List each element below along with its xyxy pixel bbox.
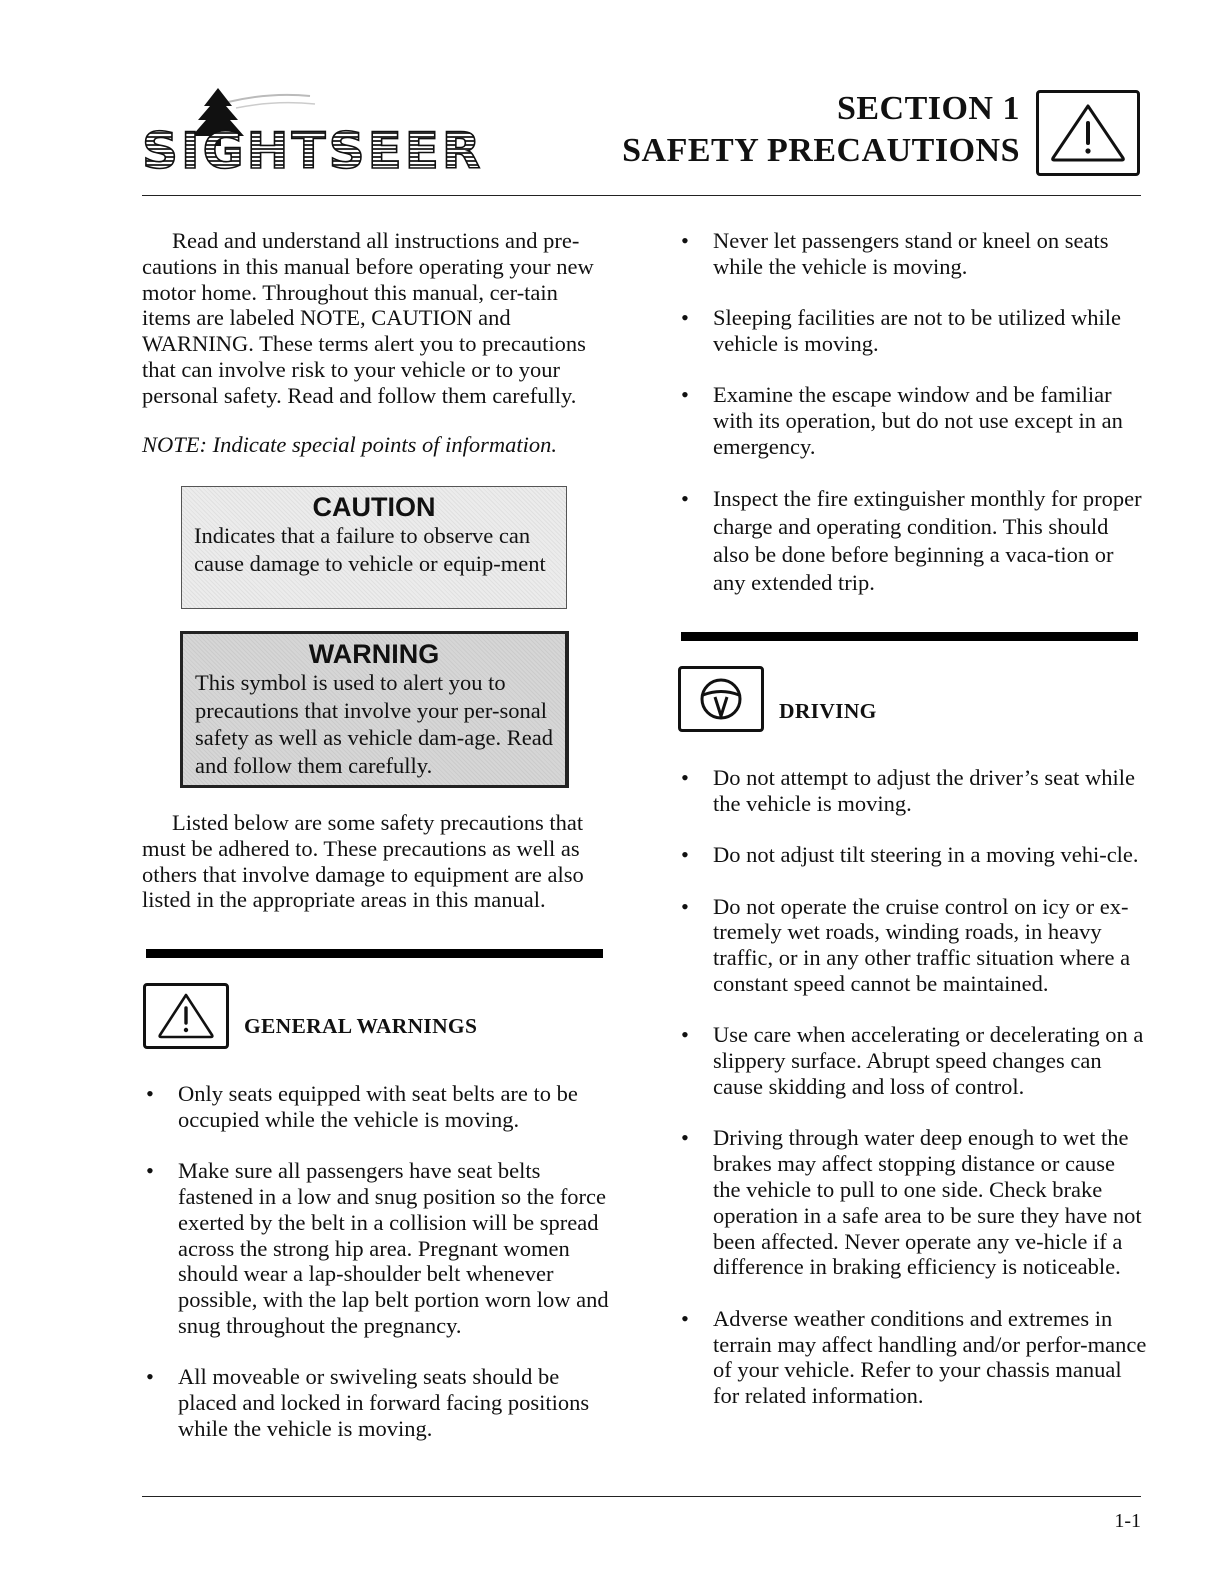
driving-icon-box bbox=[678, 666, 764, 732]
footer-divider bbox=[142, 1496, 1141, 1497]
list-item-text: Never let passengers stand or kneel on seats while the vehicle is moving. bbox=[713, 228, 1109, 279]
caution-title: CAUTION bbox=[312, 492, 436, 522]
list-item-text: Examine the escape window and be familiar with its operation, but do not use except in an emergency. bbox=[713, 382, 1123, 459]
list-item-text: Adverse weather conditions and extremes in terrain may affect handling and/or perfor-mance of your vehicle. Refer to your chassis manual for related information. bbox=[713, 1305, 1147, 1409]
bullet-icon bbox=[146, 1364, 154, 1390]
caution-box bbox=[181, 486, 567, 609]
list-item bbox=[678, 485, 1148, 597]
sightseer-logo bbox=[140, 84, 580, 184]
list-item-text: Make sure all passengers have seat belts fastened in a low and snug position so the force exerted by the belt in a collision will be spread across the strong hip area. Pregnant women should wear a lap-shoulder belt whenever possible, with the lap belt portion worn low and snug throughout the pregnancy. bbox=[178, 1158, 609, 1338]
brand-wordmark: SIGHTSEER bbox=[142, 122, 484, 180]
list-item bbox=[678, 305, 1148, 357]
list-item bbox=[143, 1158, 613, 1339]
list-item bbox=[678, 765, 1148, 817]
list-item-text: Inspect the fire extinguisher monthly for proper charge and operating condition. This should also be done before beginning a vaca-tion or any extended trip. bbox=[713, 486, 1142, 596]
list-item-text: Do not attempt to adjust the driver’s seat while the vehicle is moving. bbox=[713, 765, 1135, 816]
page-number: 1-1 bbox=[1114, 1510, 1141, 1532]
bullet-icon bbox=[681, 485, 689, 513]
steering-wheel-icon bbox=[693, 674, 749, 724]
list-item bbox=[678, 382, 1148, 459]
list-item-text: Do not operate the cruise control on icy or ex-tremely wet roads, winding roads, in heavy traffic, or in any other traffic situation where a constant speed cannot be maintained. bbox=[713, 893, 1131, 996]
driving-heading: DRIVING bbox=[779, 699, 877, 723]
list-item-text: Driving through water deep enough to wet the brakes may affect stopping distance or cause the vehicle to pull to one side. Check brake operation in a safe area to be sure they have not been affected. Never operate any ve-hicle if a difference in braking efficiency is noticeable. bbox=[713, 1125, 1142, 1280]
bullet-icon bbox=[681, 1125, 689, 1151]
bullet-icon bbox=[681, 1022, 689, 1048]
section-title: SAFETY PRECAUTIONS bbox=[622, 132, 1020, 169]
list-item-text: Sleeping facilities are not to be utilized while vehicle is moving. bbox=[713, 305, 1121, 356]
sightseer-logo-graphic bbox=[140, 84, 580, 184]
intro-paragraph: Read and understand all instructions and pre-cautions in this manual before operating your new motor home. Throughout this manual, cer-tain items are labeled NOTE, CAUTION and WARNING. These terms alert you to precautions that can involve risk to your vehicle or to your personal safety. Read and follow them carefully. bbox=[142, 228, 594, 408]
section-title-block bbox=[622, 88, 1020, 172]
header-warning-icon-box bbox=[1036, 90, 1140, 176]
list-item bbox=[678, 842, 1148, 868]
bullet-icon bbox=[681, 305, 689, 331]
warning-body: This symbol is used to alert you to precautions that involve your per-sonal safety as well as vehicle dam-age. Read and follow them carefully. bbox=[195, 670, 553, 778]
bullet-icon bbox=[681, 842, 689, 868]
driving-rule bbox=[681, 632, 1138, 641]
general-warnings-icon-box bbox=[143, 983, 229, 1049]
list-item-text: Do not adjust tilt steering in a moving vehi-cle. bbox=[713, 842, 1139, 868]
section-number: SECTION 1 bbox=[836, 90, 1020, 127]
bullet-icon bbox=[146, 1081, 154, 1107]
bullet-icon bbox=[146, 1158, 154, 1184]
note-line: NOTE: Indicate special points of information. bbox=[142, 432, 557, 457]
warning-title: WARNING bbox=[308, 639, 440, 669]
right-column-list bbox=[678, 228, 1148, 623]
driving-list bbox=[678, 765, 1148, 1435]
bullet-icon bbox=[681, 1306, 689, 1332]
list-item bbox=[678, 1125, 1148, 1280]
list-item bbox=[678, 894, 1148, 997]
list-item bbox=[678, 1306, 1148, 1409]
list-item-text: Only seats equipped with seat belts are to be occupied while the vehicle is moving. bbox=[178, 1081, 578, 1132]
warning-triangle-icon bbox=[1047, 100, 1129, 166]
bullet-icon bbox=[681, 382, 689, 408]
warning-box bbox=[180, 631, 569, 788]
warning-triangle-icon bbox=[155, 991, 217, 1041]
bullet-icon bbox=[681, 765, 689, 791]
bullet-icon bbox=[681, 894, 689, 920]
general-warnings-rule bbox=[146, 949, 603, 958]
general-warnings-heading: GENERAL WARNINGS bbox=[244, 1014, 478, 1038]
general-warnings-list bbox=[143, 1081, 613, 1467]
header-divider bbox=[142, 195, 1141, 196]
list-item bbox=[678, 1022, 1148, 1099]
list-item bbox=[678, 228, 1148, 280]
caution-body: Indicates that a failure to observe can cause damage to vehicle or equip-ment bbox=[194, 523, 546, 576]
bullet-icon bbox=[681, 228, 689, 254]
list-item bbox=[143, 1364, 613, 1441]
list-item-text: Use care when accelerating or decelerating on a slippery surface. Abrupt speed changes can cause skidding and loss of control. bbox=[713, 1022, 1144, 1099]
list-item-text: All moveable or swiveling seats should be placed and locked in forward facing positions while the vehicle is moving. bbox=[178, 1364, 590, 1441]
listed-paragraph: Listed below are some safety precautions that must be adhered to. These precautions as well as others that involve damage to equipment are also listed in the appropriate areas in this manual. bbox=[142, 810, 584, 913]
list-item bbox=[143, 1081, 613, 1133]
